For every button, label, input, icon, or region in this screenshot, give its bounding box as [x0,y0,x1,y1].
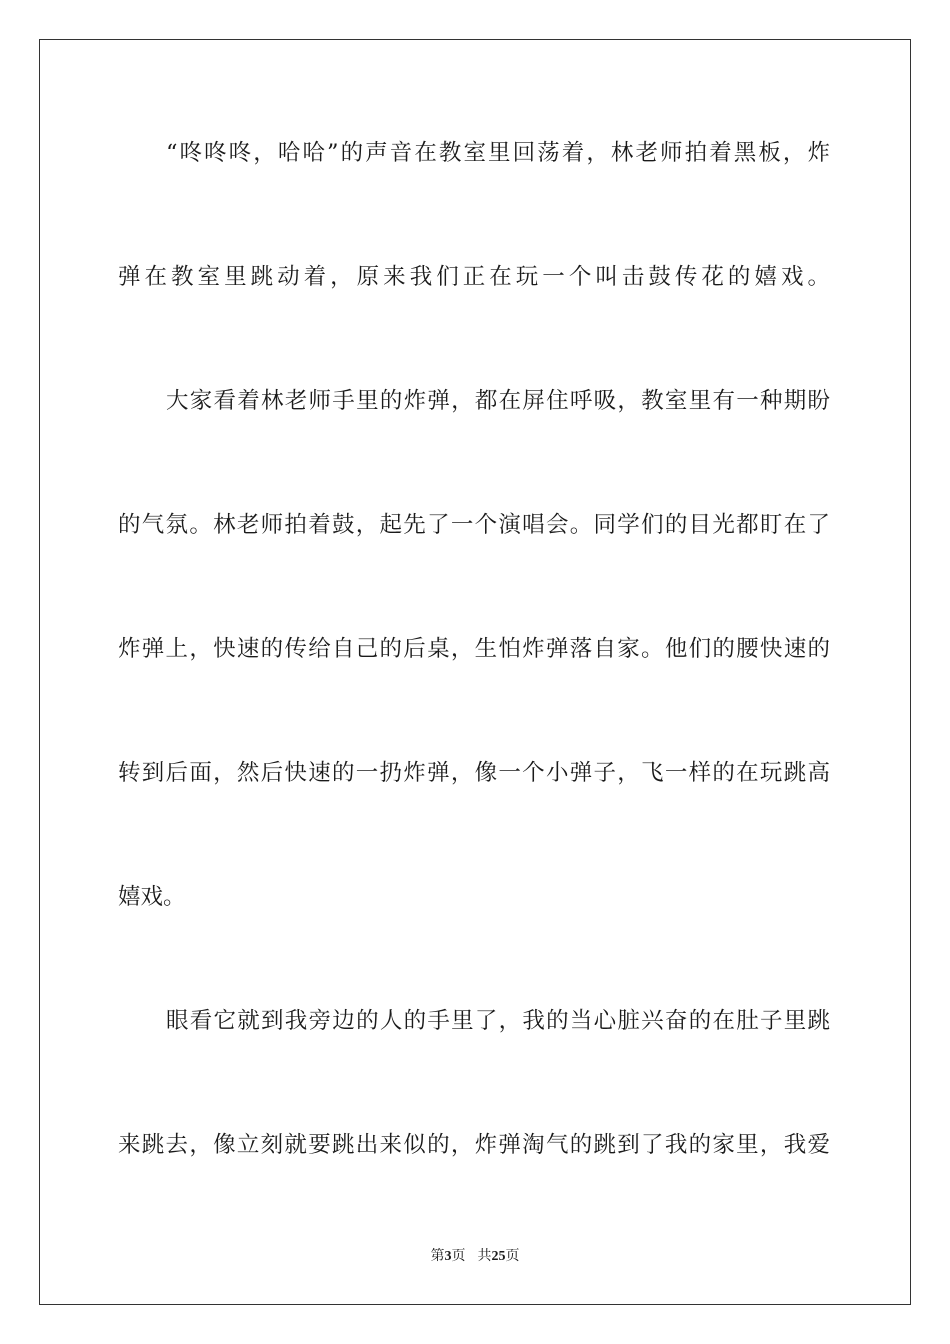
page-footer [0,1246,950,1267]
page-suffix: 页 [451,1248,466,1264]
paragraph-line: 来跳去，像立刻就要跳出来似的，炸弹淘气的跳到了我的家里，我爱 [118,1132,830,1158]
page-prefix: 第 [430,1248,445,1264]
paragraph-line: 炸弹上，快速的传给自己的后桌，生怕炸弹落自家。他们的腰快速的 [118,636,830,662]
paragraph-line: 嬉戏。 [118,884,186,910]
page-border [39,39,911,1305]
paragraph-line: “咚咚咚，哈哈”的声音在教室里回荡着，林老师拍着黑板，炸 [166,140,830,166]
paragraph-line: 的气氛。林老师拍着鼓，起先了一个演唱会。同学们的目光都盯在了 [118,512,830,538]
total-suffix: 页 [505,1248,520,1264]
total-prefix: 共 [477,1248,492,1264]
total-pages: 25 [491,1249,506,1264]
paragraph-line: 眼看它就到我旁边的人的手里了，我的当心脏兴奋的在肚子里跳 [166,1008,830,1034]
paragraph-line: 转到后面，然后快速的一扔炸弹，像一个小弹子，飞一样的在玩跳高 [118,760,830,786]
paragraph-line: 大家看着林老师手里的炸弹，都在屏住呼吸，教室里有一种期盼 [166,388,830,414]
page-number: 3 [444,1249,452,1264]
paragraph-line: 弹在教室里跳动着，原来我们正在玩一个叫击鼓传花的嬉戏。 [118,264,830,290]
